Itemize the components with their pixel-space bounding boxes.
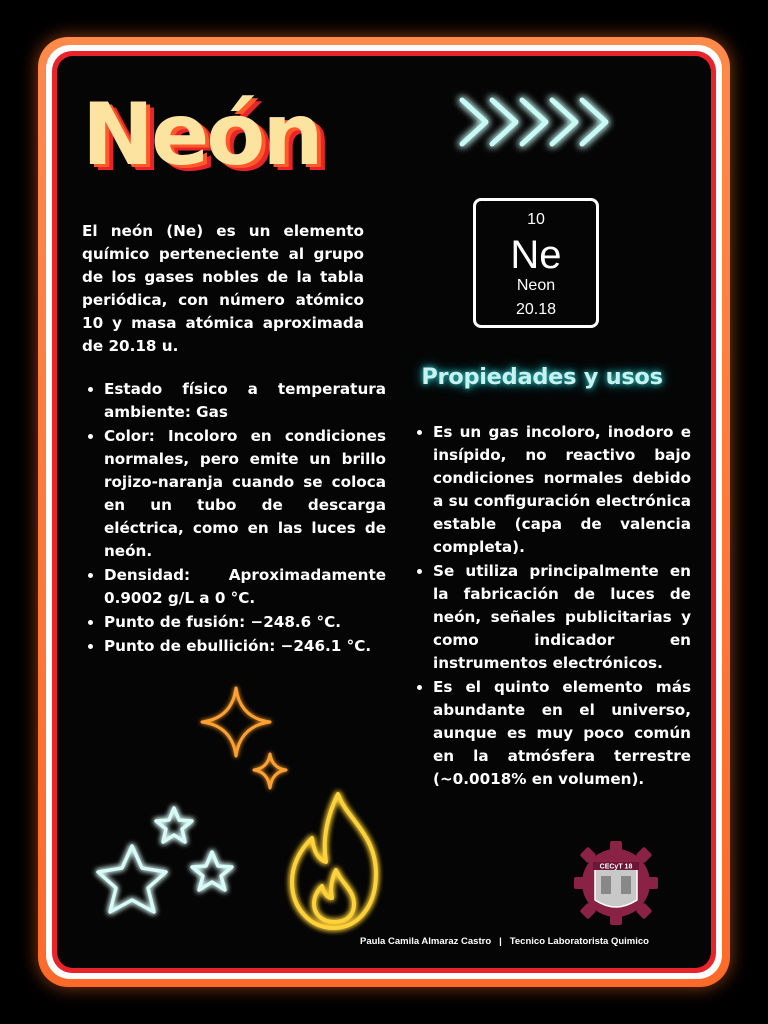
list-item: • Es el quinto elemento más abundante en el universo, aunque es muy poco común en la atmósfera terrestre (~0.0018% en volumen). [433, 676, 691, 791]
uses-list [411, 421, 691, 792]
list-item: • Punto de ebullición: −246.1 °C. [104, 635, 386, 658]
element-symbol: Ne [510, 233, 562, 277]
footer-author: Paula Camila Almaraz Castro [360, 936, 492, 947]
element-card [473, 198, 599, 328]
list-item: • Color: Incoloro en condiciones normales, pero emite un brillo rojizo-naranja cuando se coloca en un tubo de descarga eléctrica, como en las luces de neón. [104, 425, 386, 563]
properties-list [82, 378, 386, 659]
star-icon [92, 800, 242, 930]
element-name: Neon [516, 277, 556, 294]
sparkle-icon [196, 684, 306, 800]
atomic-number: 10 [527, 211, 545, 228]
atomic-mass: 20.18 [515, 301, 557, 318]
flame-icon [284, 788, 388, 936]
school-gear-logo [571, 838, 661, 928]
list-item: • Densidad: Aproximadamente 0.9002 g/L a 0 °C. [104, 564, 386, 610]
list-item: • Punto de fusión: −248.6 °C. [104, 611, 386, 634]
footer-role: Tecnico Laboratorista Quimico [509, 936, 649, 947]
logo-text: CECyT 18 [599, 863, 633, 871]
intro-paragraph: El neón (Ne) es un elemento químico perteneciente al grupo de los gases nobles de la tabla periódica, con número atómico 10 y masa atómica aproximada de 20.18 u. [82, 222, 364, 355]
list-item: • Es un gas incoloro, inodoro e insípido, no reactivo bajo condiciones normales debido a su configuración electrónica estable (capa de valencia completa). [433, 421, 691, 559]
list-item: • Estado físico a temperatura ambiente: Gas [104, 378, 386, 424]
poster-title: Neón [82, 85, 321, 185]
list-item: • Se utiliza principalmente en la fabricación de luces de neón, señales publicitarias y como indicador en instrumentos electrónicos. [433, 560, 691, 675]
footer-separator: | [499, 936, 502, 947]
chevron-arrows-icon [452, 92, 628, 152]
footer [360, 936, 649, 947]
uses-title: Propiedades y usos [421, 364, 663, 390]
